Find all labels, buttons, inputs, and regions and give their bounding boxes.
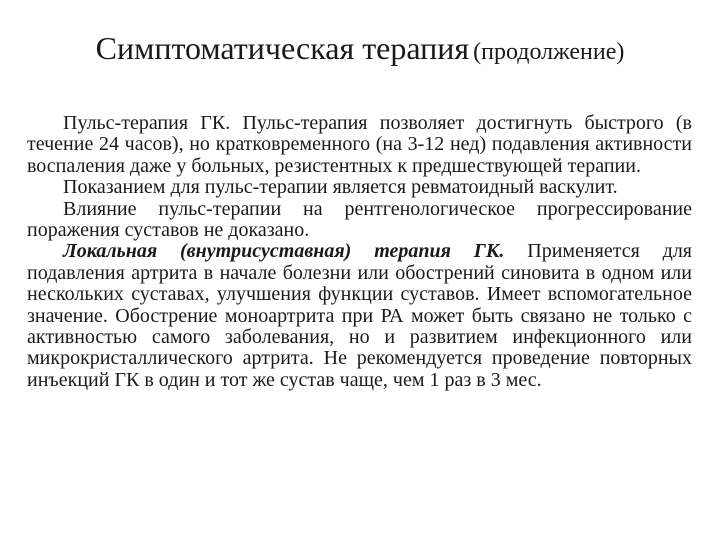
- slide-title-main: Симптоматическая терапия: [95, 30, 470, 66]
- paragraph-indication: [27, 177, 692, 198]
- paragraph-pulse-therapy: [27, 113, 692, 177]
- slide-title-subtitle: (продолжение): [473, 39, 625, 65]
- slide-title: [0, 24, 720, 79]
- slide-body: [27, 113, 692, 391]
- paragraph-emphasis: Локальная (внутрисуставная) терапия ГК.: [63, 240, 505, 263]
- paragraph-text: Пульс-терапия ГК. Пульс-терапия позволяет достигнуть быстрого (в течение 24 часов), но кратковременного (на 3-12 нед) подавления активности воспаления даже у больных, резистентных к предшествующей терапии.: [27, 112, 692, 177]
- paragraph-radiological-effect: [27, 199, 692, 242]
- paragraph-local-therapy: [27, 241, 692, 391]
- paragraph-text: Применяется для подавления артрита в начале болезни или обострений синовита в одном или нескольких суставах, улучшения функции суставов. Имеет вспомогательное значение. Обострение моноартрита при РА может быть связано не только с активностью самого заболевания, но и развитием инфекционного или микрокристаллического артрита. Не рекомендуется проведение повторных инъекций ГК в один и тот же сустав чаще, чем 1 раз в 3 мес.: [27, 240, 693, 391]
- paragraph-text: Показанием для пульс-терапии является ревматоидный васкулит.: [63, 176, 618, 199]
- paragraph-text: Влияние пульс-терапии на рентгенологическое прогрессирование поражения суставов не доказано.: [27, 197, 692, 242]
